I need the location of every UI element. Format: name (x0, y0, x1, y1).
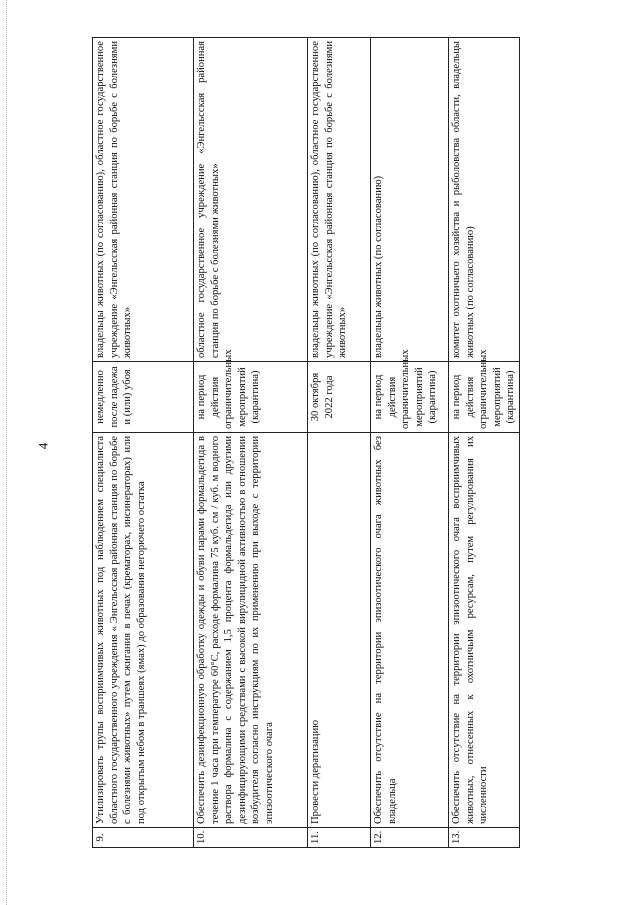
row-number: 10. (194, 828, 308, 848)
page-number: 4 (35, 442, 51, 450)
row-number: 12. (371, 828, 449, 848)
measure-description: Обеспечить дезинфекционную обработку одежды и обуви парами формальдегида в течение 1 часа при температуре 60°С, расходе формалина 75 куб. см / куб. м водного раствора формалина с содержанием 1,5 процента формальдегида или другими дезинфицирующими средствами с высокой вирулицидной активностью в отношении возбудителя согласно инструкциям по их применению при выходе с территории эпизоотического очага (194, 433, 308, 828)
measure-responsible: владельцы животных (по согласованию) (371, 38, 449, 362)
page-edge-line (6, 0, 7, 905)
table-row (308, 38, 371, 848)
measure-description: Обеспечить отсутствие на территории эпизоотического очага восприимчивых животных, отнесенных к охотничьим ресурсам, путем регулирования их численности (449, 433, 520, 828)
measure-description: Провести дератизацию (308, 433, 371, 828)
measure-term: на период действия ограничительных мероприятий (карантина) (449, 362, 520, 433)
row-number: 13. (449, 828, 520, 848)
measure-responsible: областное государственное учреждение «Энгельсская районная станция по борьбе с болезнями животных» (194, 38, 308, 362)
measures-table (92, 37, 520, 848)
measure-description: Обеспечить отсутствие на территории эпизоотического очага животных без владельца (371, 433, 449, 828)
rotated-document-sheet (92, 38, 517, 848)
measure-responsible: владельцы животных (по согласованию), областное государственное учреждение «Энгельсская районная станция по борьбе с болезнями животных» (308, 38, 371, 362)
measure-description: Утилизировать трупы восприимчивых животных под наблюдением специалиста областного государственного учреждения « Энгельсская районная станция по борьбе с болезнями животных» путем сжигания в печах (крематорах, инсинераторах) или под открытым небом в траншеях (ямах) до образования негорючего остатка (93, 433, 194, 828)
measure-term: немедленно после падежа и (или) убоя (93, 362, 194, 433)
measure-term: 30 октября 2022 года (308, 362, 371, 433)
table-row (449, 38, 520, 848)
table-row (93, 38, 194, 848)
measure-responsible: комитет охотничьего хозяйства и рыболовства области, владельцы животных (по согласованию) (449, 38, 520, 362)
measure-term: на период действия ограничительных мероприятий (карантина) (371, 362, 449, 433)
row-number: 11. (308, 828, 371, 848)
measure-responsible: владельцы животных (по согласованию), областное государственное учреждение «Энгельсская районная станция по борьбе с болезнями животных» (93, 38, 194, 362)
measure-term: на период действия ограничительных мероприятий (карантина) (194, 362, 308, 433)
table-row (371, 38, 449, 848)
row-number: 9. (93, 828, 194, 848)
table-row (194, 38, 308, 848)
